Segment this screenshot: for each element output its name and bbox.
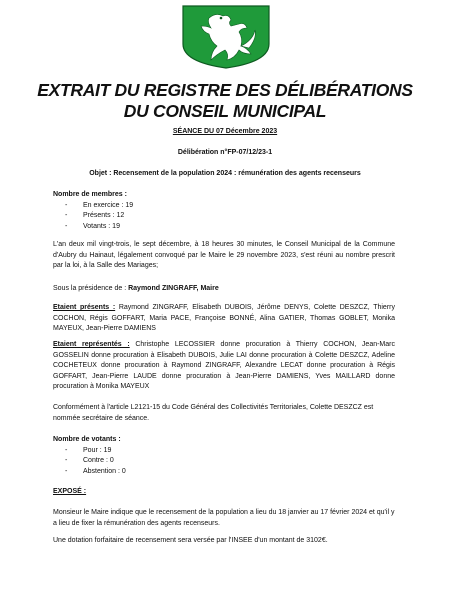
presidence-prefix: Sous la présidence de : (53, 285, 129, 292)
votes-list (53, 446, 395, 478)
document-title-line1: EXTRAIT DU REGISTRE DES DÉLIBÉRATIONS (37, 80, 413, 100)
expose-paragraph-1: Monsieur le Maire indique que le recensement de la population a lieu du 18 janvier au 17 février 2024 et qu'il y a lieu de fixer la rémunération des agents recenseurs. (53, 509, 395, 527)
members-list (53, 201, 395, 233)
coat-of-arms-icon (181, 4, 271, 70)
deliberation-object: Objet : Recensement de la population 2024 : rémunération des agents recenseurs (89, 170, 361, 177)
president-name: Raymond ZINGRAFF, Maire (128, 285, 219, 292)
expose-paragraph-2: Une dotation forfaitaire de recensement sera versée par l'INSEE d'un montant de 3102€. (53, 537, 328, 544)
votes-heading: Nombre de votants : (53, 436, 121, 443)
expose-heading: EXPOSÉ : (53, 488, 87, 495)
presents-text: Raymond ZINGRAFF, Elisabeth DUBOIS, Jérôme DENYS, Colette DESZCZ, Thierry COCHON, Régis GOFFART, Maria PACE, Françoise BONNÉ, Alina GATIER, Thomas GOBLET, Monika MAYEUX, Jean-Pierre DAMIENS (53, 304, 395, 333)
presents-paragraph (53, 303, 395, 335)
members-heading: Nombre de membres : (53, 191, 127, 198)
presents-label: Etaient présents : (53, 304, 116, 311)
seance-date: SÉANCE DU 07 Décembre 2023 (172, 128, 278, 135)
presidence-line (53, 284, 395, 295)
secretary-paragraph: Conformément à l'article L2121-15 du Code Général des Collectivités Territoriales, Colette DESZCZ est nommée secrétaire de séance. (53, 404, 374, 422)
deliberation-number: Délibération n°FP-07/12/23-1 (177, 149, 273, 156)
intro-paragraph: L'an deux mil vingt-trois, le sept décembre, à 18 heures 30 minutes, le Conseil Municipal de la Commune d'Aubry du Hainaut, légalement convoqué par le Maire le 29 novembre 2023, s'est réuni au nombre prescrit par la loi, à la Salle des Mariages; (53, 241, 395, 270)
represented-label: Etaient représentés : (53, 341, 130, 348)
list-item: - En exercice : 19 (53, 201, 395, 212)
votes-block (53, 435, 395, 477)
list-item: - Pour : 19 (53, 446, 395, 457)
list-item: - Votants : 19 (53, 222, 395, 233)
list-item: - Contre : 0 (53, 456, 395, 467)
document-title-line2: DU CONSEIL MUNICIPAL (123, 101, 327, 121)
list-item: - Présents : 12 (53, 211, 395, 222)
represented-paragraph (53, 340, 395, 393)
represented-text: Christophe LECOSSIER donne procuration à Thierry COCHON, Jean-Marc GOSSELIN donne procuration à Elisabeth DUBOIS, Julie LAI donne procuration à Colette DESZCZ, Adeline COCHETEUX donne procuration à Raymond ZINGRAFF, Alexandre LECAT donne procuration à Régis GOFFART, Jean-Pierre LAUDE donne procuration à Jean-Pierre DAMIENS, Yves MAILLARD donne procuration à Monika MAYEUX (53, 341, 395, 391)
members-block (53, 190, 395, 232)
list-item: - Abstention : 0 (53, 467, 395, 478)
